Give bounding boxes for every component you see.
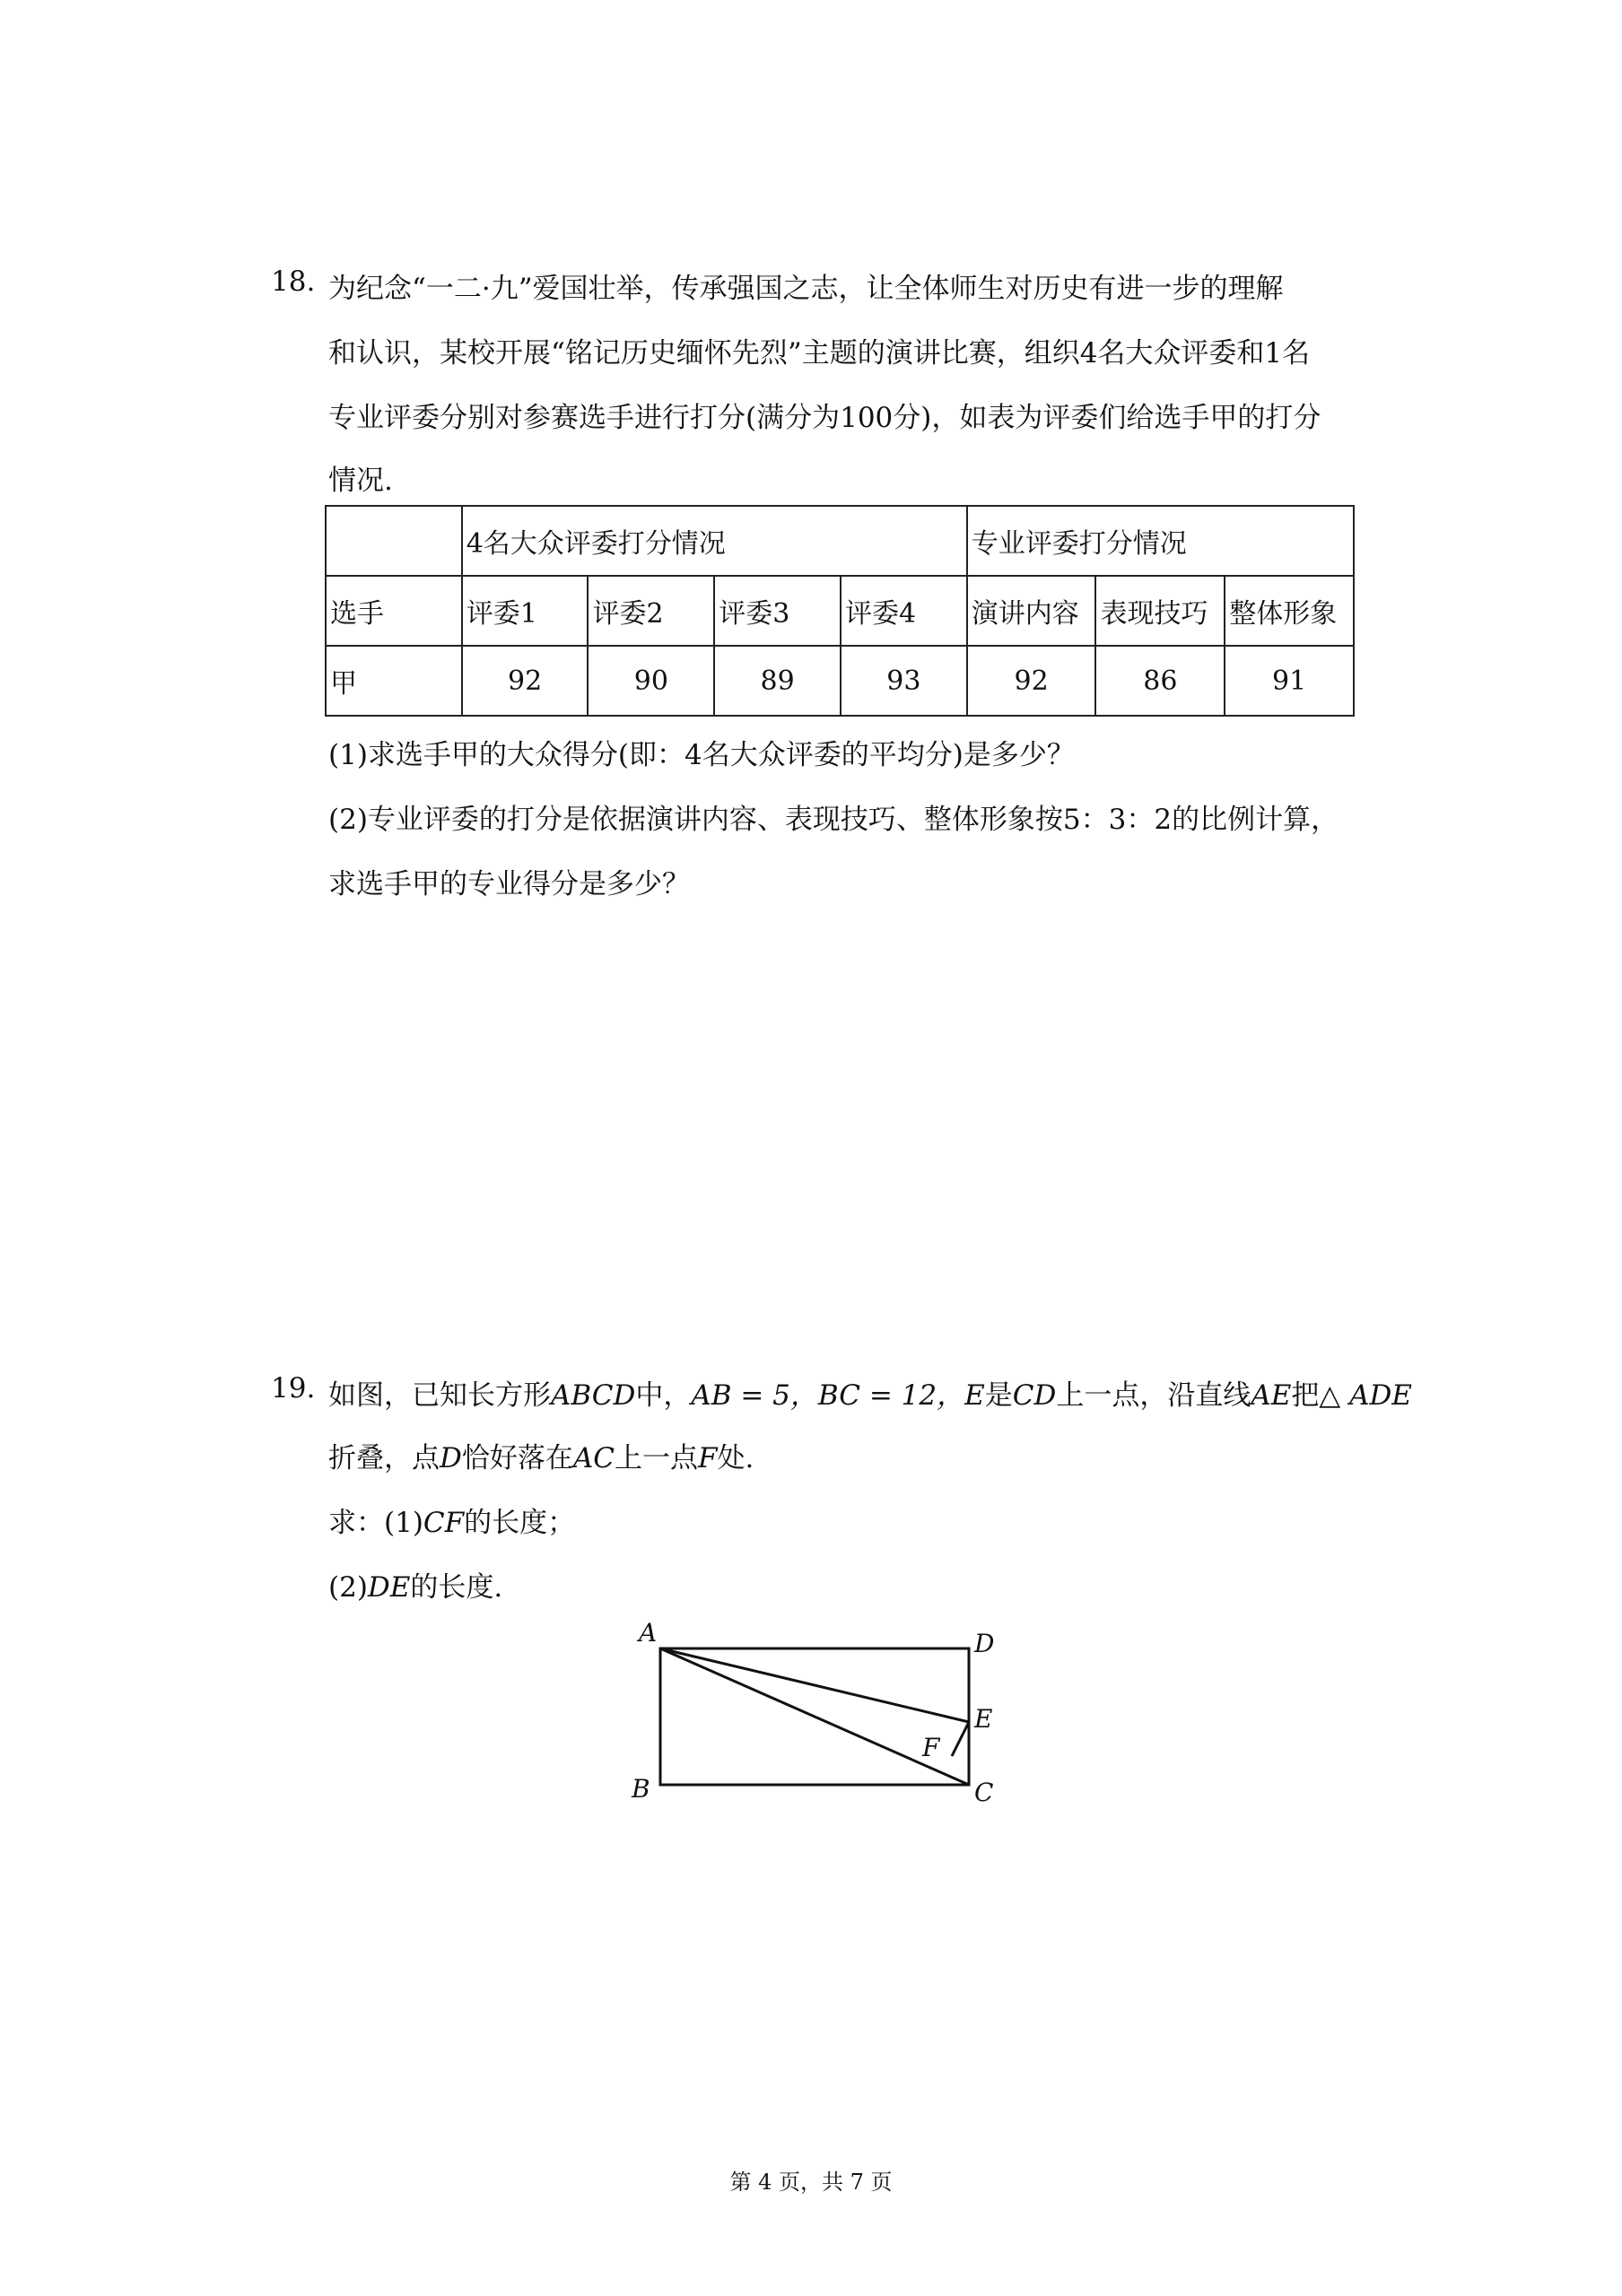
fold-line-ae	[660, 1648, 969, 1722]
table-header-cell: 评委2	[588, 576, 714, 646]
q19-text-line-1	[328, 1372, 1412, 1413]
math-run: D	[440, 1442, 462, 1474]
table-row-label: 甲	[326, 646, 462, 716]
math-run: F	[697, 1442, 718, 1474]
q18-text-line-2: 和认识，某校开展“铭记历史缅怀先烈”主题的演讲比赛，组织4名大众评委和1名	[328, 337, 1311, 370]
text-run: 是	[984, 1379, 1013, 1412]
q19-text-line-2	[328, 1435, 754, 1475]
label-d: D	[974, 1629, 995, 1658]
q18-text-line-4: 情况.	[328, 465, 393, 497]
math-run: CD	[1012, 1379, 1057, 1412]
table-header-cell: 表现技巧	[1095, 576, 1225, 646]
q18-subquestion-2-line-2: 求选手甲的专业得分是多少？	[328, 868, 690, 900]
text-run: 把△	[1291, 1379, 1350, 1412]
table-cell: 86	[1095, 646, 1225, 716]
table-header-cell: 评委3	[714, 576, 841, 646]
q19-ask-2	[328, 1564, 502, 1605]
q18-text-line-3: 专业评委分别对参赛选手进行打分(满分为100分)，如表为评委们给选手甲的打分	[328, 402, 1321, 434]
rectangle-fold-figure	[619, 1614, 1014, 1830]
math-run: ADE	[1349, 1379, 1412, 1412]
table-header-cell: 演讲内容	[967, 576, 1096, 646]
table-header-row	[326, 576, 1354, 646]
diagonal-ac	[660, 1648, 969, 1785]
text-run: 如图，已知长方形	[328, 1379, 551, 1412]
label-a: A	[639, 1618, 658, 1648]
segment-fe	[952, 1722, 969, 1756]
math-run: CF	[423, 1507, 465, 1539]
table-cell: 90	[588, 646, 714, 716]
q19-ask-1	[328, 1500, 575, 1540]
table-cell-empty	[326, 506, 462, 576]
table-group-pro-judge: 专业评委打分情况	[967, 506, 1354, 576]
text-run: 上一点，沿直线	[1056, 1379, 1251, 1412]
math-run: ABCD	[551, 1379, 636, 1412]
table-cell: 91	[1225, 646, 1354, 716]
table-header-cell: 选手	[326, 576, 462, 646]
table-cell: 92	[462, 646, 589, 716]
label-b: B	[632, 1774, 650, 1804]
text-run: 的长度；	[464, 1507, 576, 1539]
text-run: 处.	[717, 1442, 754, 1474]
text-run: (2)	[328, 1571, 368, 1604]
text-run: 上一点	[614, 1442, 698, 1474]
q18-text-line-1: 为纪念“一二·九”爱国壮举，传承强国之志，让全体师生对历史有进一步的理解	[328, 273, 1284, 305]
table-header-cell: 评委4	[841, 576, 967, 646]
text-run: 折叠，点	[328, 1442, 440, 1474]
text-run: 求：(1)	[328, 1507, 423, 1539]
table-header-cell: 整体形象	[1225, 576, 1354, 646]
label-e: E	[974, 1704, 993, 1734]
math-run: DE	[367, 1571, 411, 1604]
page-footer: 第 4 页，共 7 页	[729, 2170, 893, 2195]
math-run: AB = 5，BC = 12，E	[691, 1379, 985, 1412]
table-cell: 93	[841, 646, 967, 716]
text-run: 中，	[635, 1379, 692, 1412]
q18-subquestion-1: (1)求选手甲的大众得分(即：4名大众评委的平均分)是多少？	[328, 739, 1075, 771]
text-run: 的长度.	[410, 1571, 503, 1604]
score-table	[325, 505, 1355, 717]
table-cell: 89	[714, 646, 841, 716]
table-header-group-row	[326, 506, 1354, 576]
label-f: F	[922, 1733, 940, 1762]
math-run: AE	[1251, 1379, 1292, 1412]
text-run: 恰好落在	[461, 1442, 573, 1474]
math-run: AC	[572, 1442, 615, 1474]
table-header-cell: 评委1	[462, 576, 589, 646]
table-cell: 92	[967, 646, 1096, 716]
table-group-public-judges: 4名大众评委打分情况	[462, 506, 967, 576]
question-number: 18.	[271, 265, 316, 298]
label-c: C	[974, 1778, 994, 1807]
q18-subquestion-2-line-1: (2)专业评委的打分是依据演讲内容、表现技巧、整体形象按5：3：2的比例计算，	[328, 804, 1339, 836]
question-number: 19.	[271, 1372, 316, 1405]
table-row	[326, 646, 1354, 716]
